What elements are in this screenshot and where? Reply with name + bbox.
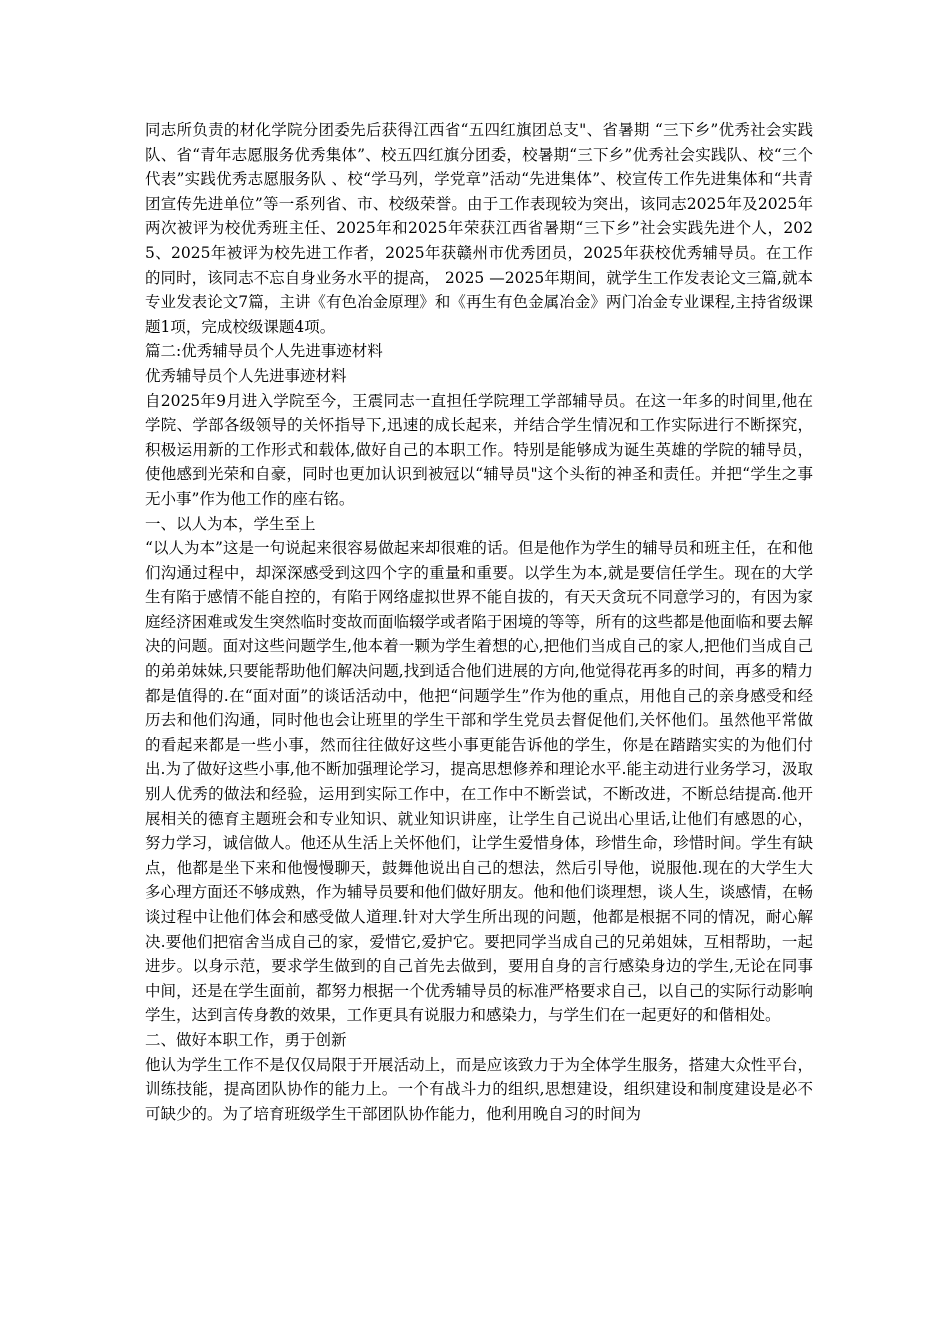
section-1-paragraph: “以人为本”这是一句说起来很容易做起来却很难的话。但是他作为学生的辅导员和班主任，在和他们沟通过程中，却深深感受到这四个字的重量和重要。以学生为本,就是要信任学生。现在的大学生有陷于感情不能自控的，有陷于网络虚拟世界不能自拔的，有天天贪玩不同意学习的，有因为家庭经济困难或发生突然临时变故而面临辍学或者陷于困境的等等，所有的这些都是他面临和要去解决的问题。面对这些问题学生,他本着一颗为学生着想的心,把他们当成自己的家人,把他们当成自己的弟弟妹妹,只要能帮助他们解决问题,找到适合他们进展的方向,他觉得花再多的时间，再多的精力都是值得的.在“面对面”的谈话活动中，他把“问题学生”作为他的重点，用他自己的亲身感受和经历去和他们沟通，同时他也会让班里的学生干部和学生党员去督促他们,关怀他们。虽然他平常做的看起来都是一些小事，然而往往做好这些小事更能告诉他的学生，你是在踏踏实实的为他们付出.为了做好这些小事,他不断加强理论学习，提高思想修养和理论水平.能主动进行业务学习，汲取别人优秀的做法和经验，运用到实际工作中，在工作中不断尝试，不断改进，不断总结提高.他开展相关的德育主题班会和专业知识、就业知识讲座，让学生自己说出心里话,让他们有感恩的心，努力学习，诚信做人。他还从生活上关怀他们，让学生爱惜身体，珍惜生命，珍惜时间。学生有缺点，他都是坐下来和他慢慢聊天，鼓舞他说出自己的想法，然后引导他，说服他.现在的大学生大多心理方面还不够成熟，作为辅导员要和他们做好朋友。他和他们谈理想，谈人生，谈感情，在畅谈过程中让他们体会和感受做人道理.针对大学生所出现的问题，他都是根据不同的情况，耐心解决.要他们把宿舍当成自己的家，爱惜它,爱护它。要把同学当成自己的兄弟姐妹，互相帮助，一起进步。以身示范，要求学生做到的自己首先去做到，要用自身的言行感染身边的学生,无论在同事中间，还是在学生面前，都努力根据一个优秀辅导员的标准严格要求自己，以自己的实际行动影响学生，达到言传身教的效果，工作更具有说服力和感染力，与学生们在一起更好的和偕相处。 xyxy=(145,539,813,1025)
document-title: 优秀辅导员个人先进事迹材料 xyxy=(145,366,347,385)
section-2-paragraph: 他认为学生工作不是仅仅局限于开展活动上，而是应该致力于为全体学生服务，搭建大众性平台，训练技能，提高团队协作的能力上。一个有战斗力的组织,思想建设，组织建设和制度建设是必不可缺少的。为了培育班级学生干部团队协作能力，他利用晚自习的时间为 xyxy=(145,1055,813,1123)
document-page xyxy=(145,118,813,1126)
part-title: 篇二:优秀辅导员个人先进事迹材料 xyxy=(145,342,383,361)
section-1-heading: 一、以人为本，学生至上 xyxy=(145,514,316,533)
intro-paragraph: 同志所负责的材化学院分团委先后获得江西省“五四红旗团总支"、省暑期 “三下乡”优秀社会实践队、省“青年志愿服务优秀集体”、校五四红旗分团委，校暑期“三下乡”优秀社会实践队、校“三个代表”实践优秀志愿服务队 、校“学马列，学党章”活动“先进集体”、校宣传工作先进集体和“共青团宣传先进单位”等一系列省、市、校级荣誉。由于工作表现较为突出，该同志2025年及2025年两次被评为校优秀班主任、2025年和2025年荣获江西省暑期“三下乡”社会实践先进个人，2025、2025年被评为校先进工作者，2025年获赣州市优秀团员，2025年获校优秀辅导员。在工作的同时，该同志不忘自身业务水平的提高， 2025 —2025年期间，就学生工作发表论文三篇,就本专业发表论文7篇，主讲《有色冶金原理》和《再生有色金属冶金》两门冶金专业课程,主持省级课题1项，完成校级课题4项。 xyxy=(145,121,813,336)
opening-paragraph: 自2025年9月进入学院至今，王震同志一直担任学院理工学部辅导员。在这一年多的时间里,他在学院、学部各级领导的关怀指导下,迅速的成长起来，并结合学生情况和工作实际进行不断探究，积极运用新的工作形式和载体,做好自己的本职工作。特别是能够成为诞生英雄的学院的辅导员，使他感到光荣和自豪，同时也更加认识到被冠以“辅导员"这个头衔的神圣和责任。并把“学生之事无小事”作为他工作的座右铭。 xyxy=(145,391,813,508)
section-2-heading: 二、做好本职工作，勇于创新 xyxy=(145,1030,347,1049)
